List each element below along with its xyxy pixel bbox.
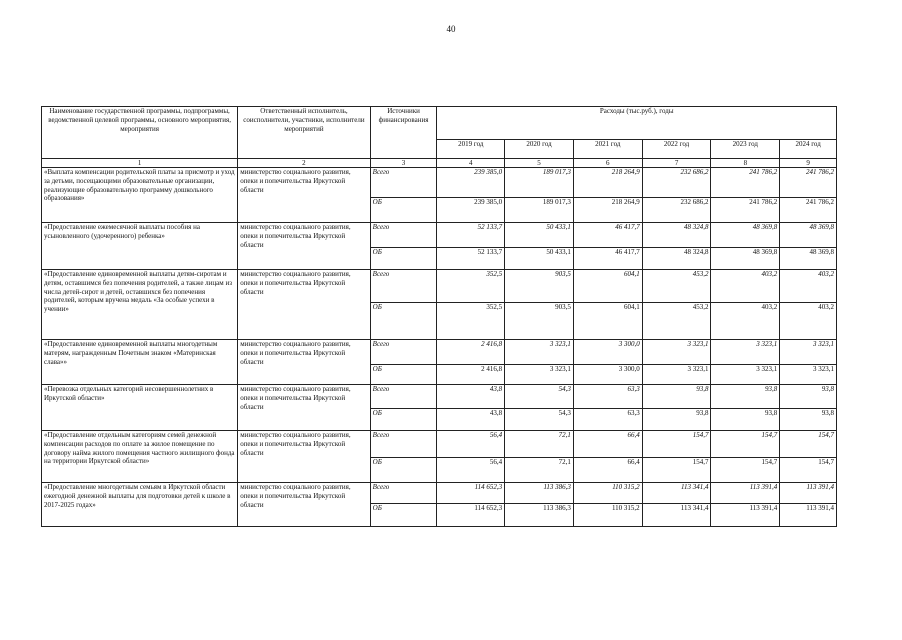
ob-value: 2 416,8	[437, 365, 505, 385]
funding-total-label: Всего	[370, 270, 437, 303]
ob-value: 403,2	[711, 303, 780, 340]
table-row	[42, 340, 837, 365]
ob-value: 48 324,8	[642, 248, 711, 270]
header-year: 2022 год	[642, 140, 711, 159]
executor: министерство социального развития, опеки и попечительства Иркутской области	[238, 483, 370, 527]
measure-name: «Выплата компенсации родительской платы за присмотр и уход за детьми, посещающими образовательные организации, реализующие образовательную программу дошкольного образования»	[42, 168, 238, 223]
header-name: Наименование государственной программы, подпрограммы, ведомственной целевой программы, основного мероприятия, мероприятия	[42, 107, 238, 159]
funding-total-label: Всего	[370, 168, 437, 198]
total-value: 352,5	[437, 270, 505, 303]
total-value: 403,2	[711, 270, 780, 303]
ob-value: 352,5	[437, 303, 505, 340]
header-year: 2023 год	[711, 140, 780, 159]
total-value: 241 786,2	[780, 168, 837, 198]
total-value: 403,2	[780, 270, 837, 303]
measure-name: «Предоставление ежемесячной выплаты пособия на усыновленного (удочеренного) ребенка»	[42, 223, 238, 270]
executor: министерство социального развития, опеки и попечительства Иркутской области	[238, 270, 370, 340]
measure-name: «Предоставление единовременной выплаты детям-сиротам и детям, оставшимся без попечения родителей, а также лицам из числа детей-сирот и детей, оставшихся без попечения родителей, которым вручена медаль «За особые успехи в учении»	[42, 270, 238, 340]
ob-value: 52 133,7	[437, 248, 505, 270]
funding-total-label: Всего	[370, 340, 437, 365]
table-body	[42, 168, 837, 527]
ob-value: 113 341,4	[642, 504, 711, 527]
column-number: 6	[573, 159, 642, 168]
total-value: 93,8	[780, 385, 837, 409]
budget-table	[41, 106, 837, 527]
column-number: 1	[42, 159, 238, 168]
total-value: 113 386,3	[505, 483, 574, 504]
funding-ob-label: ОБ	[370, 198, 437, 223]
ob-value: 72,1	[505, 458, 574, 483]
total-value: 3 323,1	[642, 340, 711, 365]
ob-value: 154,7	[642, 458, 711, 483]
table-row	[42, 483, 837, 504]
table-row	[42, 270, 837, 303]
total-value: 113 391,4	[711, 483, 780, 504]
total-value: 3 323,1	[711, 340, 780, 365]
total-value: 52 133,7	[437, 223, 505, 248]
funding-total-label: Всего	[370, 483, 437, 504]
funding-ob-label: ОБ	[370, 248, 437, 270]
funding-ob-label: ОБ	[370, 458, 437, 483]
header-year: 2019 год	[437, 140, 505, 159]
column-numbers-row	[42, 159, 837, 168]
total-value: 2 416,8	[437, 340, 505, 365]
total-value: 93,8	[642, 385, 711, 409]
total-value: 72,1	[505, 431, 574, 458]
ob-value: 48 369,8	[711, 248, 780, 270]
total-value: 113 341,4	[642, 483, 711, 504]
total-value: 54,3	[505, 385, 574, 409]
total-value: 48 369,8	[711, 223, 780, 248]
total-value: 114 652,3	[437, 483, 505, 504]
column-number: 8	[711, 159, 780, 168]
ob-value: 903,5	[505, 303, 574, 340]
ob-value: 218 264,9	[573, 198, 642, 223]
total-value: 453,2	[642, 270, 711, 303]
ob-value: 453,2	[642, 303, 711, 340]
total-value: 189 017,3	[505, 168, 574, 198]
total-value: 3 323,1	[780, 340, 837, 365]
ob-value: 43,8	[437, 409, 505, 431]
total-value: 218 264,9	[573, 168, 642, 198]
ob-value: 3 300,0	[573, 365, 642, 385]
funding-ob-label: ОБ	[370, 504, 437, 527]
total-value: 50 433,1	[505, 223, 574, 248]
ob-value: 46 417,7	[573, 248, 642, 270]
table-row	[42, 223, 837, 248]
column-number: 4	[437, 159, 505, 168]
total-value: 56,4	[437, 431, 505, 458]
measure-name: «Предоставление отдельным категориям семей денежной компенсации расходов по оплате за жилое помещение по договору найма жилого помещения частного жилищного фонда на территории Иркутской области»	[42, 431, 238, 483]
total-value: 154,7	[780, 431, 837, 458]
ob-value: 56,4	[437, 458, 505, 483]
funding-total-label: Всего	[370, 385, 437, 409]
funding-total-label: Всего	[370, 223, 437, 248]
ob-value: 50 433,1	[505, 248, 574, 270]
executor: министерство социального развития, опеки и попечительства Иркутской области	[238, 168, 370, 223]
ob-value: 110 315,2	[573, 504, 642, 527]
total-value: 154,7	[642, 431, 711, 458]
executor: министерство социального развития, опеки и попечительства Иркутской области	[238, 385, 370, 431]
total-value: 3 300,0	[573, 340, 642, 365]
measure-name: «Предоставление многодетным семьям в Иркутской области ежегодной денежной выплаты для подготовки детей к школе в 2017-2025 годах»	[42, 483, 238, 527]
total-value: 3 323,1	[505, 340, 574, 365]
ob-value: 3 323,1	[780, 365, 837, 385]
total-value: 154,7	[711, 431, 780, 458]
ob-value: 66,4	[573, 458, 642, 483]
table-row	[42, 168, 837, 198]
measure-name: «Перевозка отдельных категорий несовершеннолетних в Иркутской области»	[42, 385, 238, 431]
total-value: 604,1	[573, 270, 642, 303]
ob-value: 232 686,2	[642, 198, 711, 223]
funding-ob-label: ОБ	[370, 409, 437, 431]
ob-value: 63,3	[573, 409, 642, 431]
ob-value: 93,8	[780, 409, 837, 431]
ob-value: 154,7	[711, 458, 780, 483]
funding-total-label: Всего	[370, 431, 437, 458]
total-value: 43,8	[437, 385, 505, 409]
header-year: 2021 год	[573, 140, 642, 159]
ob-value: 3 323,1	[642, 365, 711, 385]
ob-value: 54,3	[505, 409, 574, 431]
column-number: 3	[370, 159, 437, 168]
total-value: 239 385,0	[437, 168, 505, 198]
total-value: 66,4	[573, 431, 642, 458]
header-executor: Ответственный исполнитель, соисполнители, участники, исполнители мероприятий	[238, 107, 370, 159]
ob-value: 3 323,1	[711, 365, 780, 385]
header-year: 2020 год	[505, 140, 574, 159]
ob-value: 189 017,3	[505, 198, 574, 223]
ob-value: 93,8	[642, 409, 711, 431]
column-number: 9	[780, 159, 837, 168]
ob-value: 93,8	[711, 409, 780, 431]
ob-value: 154,7	[780, 458, 837, 483]
ob-value: 241 786,2	[711, 198, 780, 223]
column-number: 2	[238, 159, 370, 168]
ob-value: 604,1	[573, 303, 642, 340]
total-value: 232 686,2	[642, 168, 711, 198]
executor: министерство социального развития, опеки и попечительства Иркутской области	[238, 340, 370, 385]
total-value: 93,8	[711, 385, 780, 409]
page-number: 40	[446, 24, 456, 34]
executor: министерство социального развития, опеки и попечительства Иркутской области	[238, 431, 370, 483]
ob-value: 113 386,3	[505, 504, 574, 527]
table-row	[42, 431, 837, 458]
total-value: 63,3	[573, 385, 642, 409]
executor: министерство социального развития, опеки и попечительства Иркутской области	[238, 223, 370, 270]
total-value: 46 417,7	[573, 223, 642, 248]
header-source: Источники финансирования	[370, 107, 437, 159]
ob-value: 113 391,4	[780, 504, 837, 527]
header-expenses: Расходы (тыс.руб.), годы	[437, 107, 837, 140]
ob-value: 239 385,0	[437, 198, 505, 223]
ob-value: 48 369,8	[780, 248, 837, 270]
funding-ob-label: ОБ	[370, 303, 437, 340]
total-value: 48 369,8	[780, 223, 837, 248]
total-value: 48 324,8	[642, 223, 711, 248]
ob-value: 241 786,2	[780, 198, 837, 223]
total-value: 903,5	[505, 270, 574, 303]
header-year: 2024 год	[780, 140, 837, 159]
measure-name: «Предоставление единовременной выплаты многодетным матерям, награжденным Почетным знаком «Материнская слава»»	[42, 340, 238, 385]
ob-value: 114 652,3	[437, 504, 505, 527]
ob-value: 403,2	[780, 303, 837, 340]
total-value: 110 315,2	[573, 483, 642, 504]
column-number: 5	[505, 159, 574, 168]
funding-ob-label: ОБ	[370, 365, 437, 385]
total-value: 241 786,2	[711, 168, 780, 198]
table-row	[42, 385, 837, 409]
total-value: 113 391,4	[780, 483, 837, 504]
ob-value: 113 391,4	[711, 504, 780, 527]
ob-value: 3 323,1	[505, 365, 574, 385]
column-number: 7	[642, 159, 711, 168]
